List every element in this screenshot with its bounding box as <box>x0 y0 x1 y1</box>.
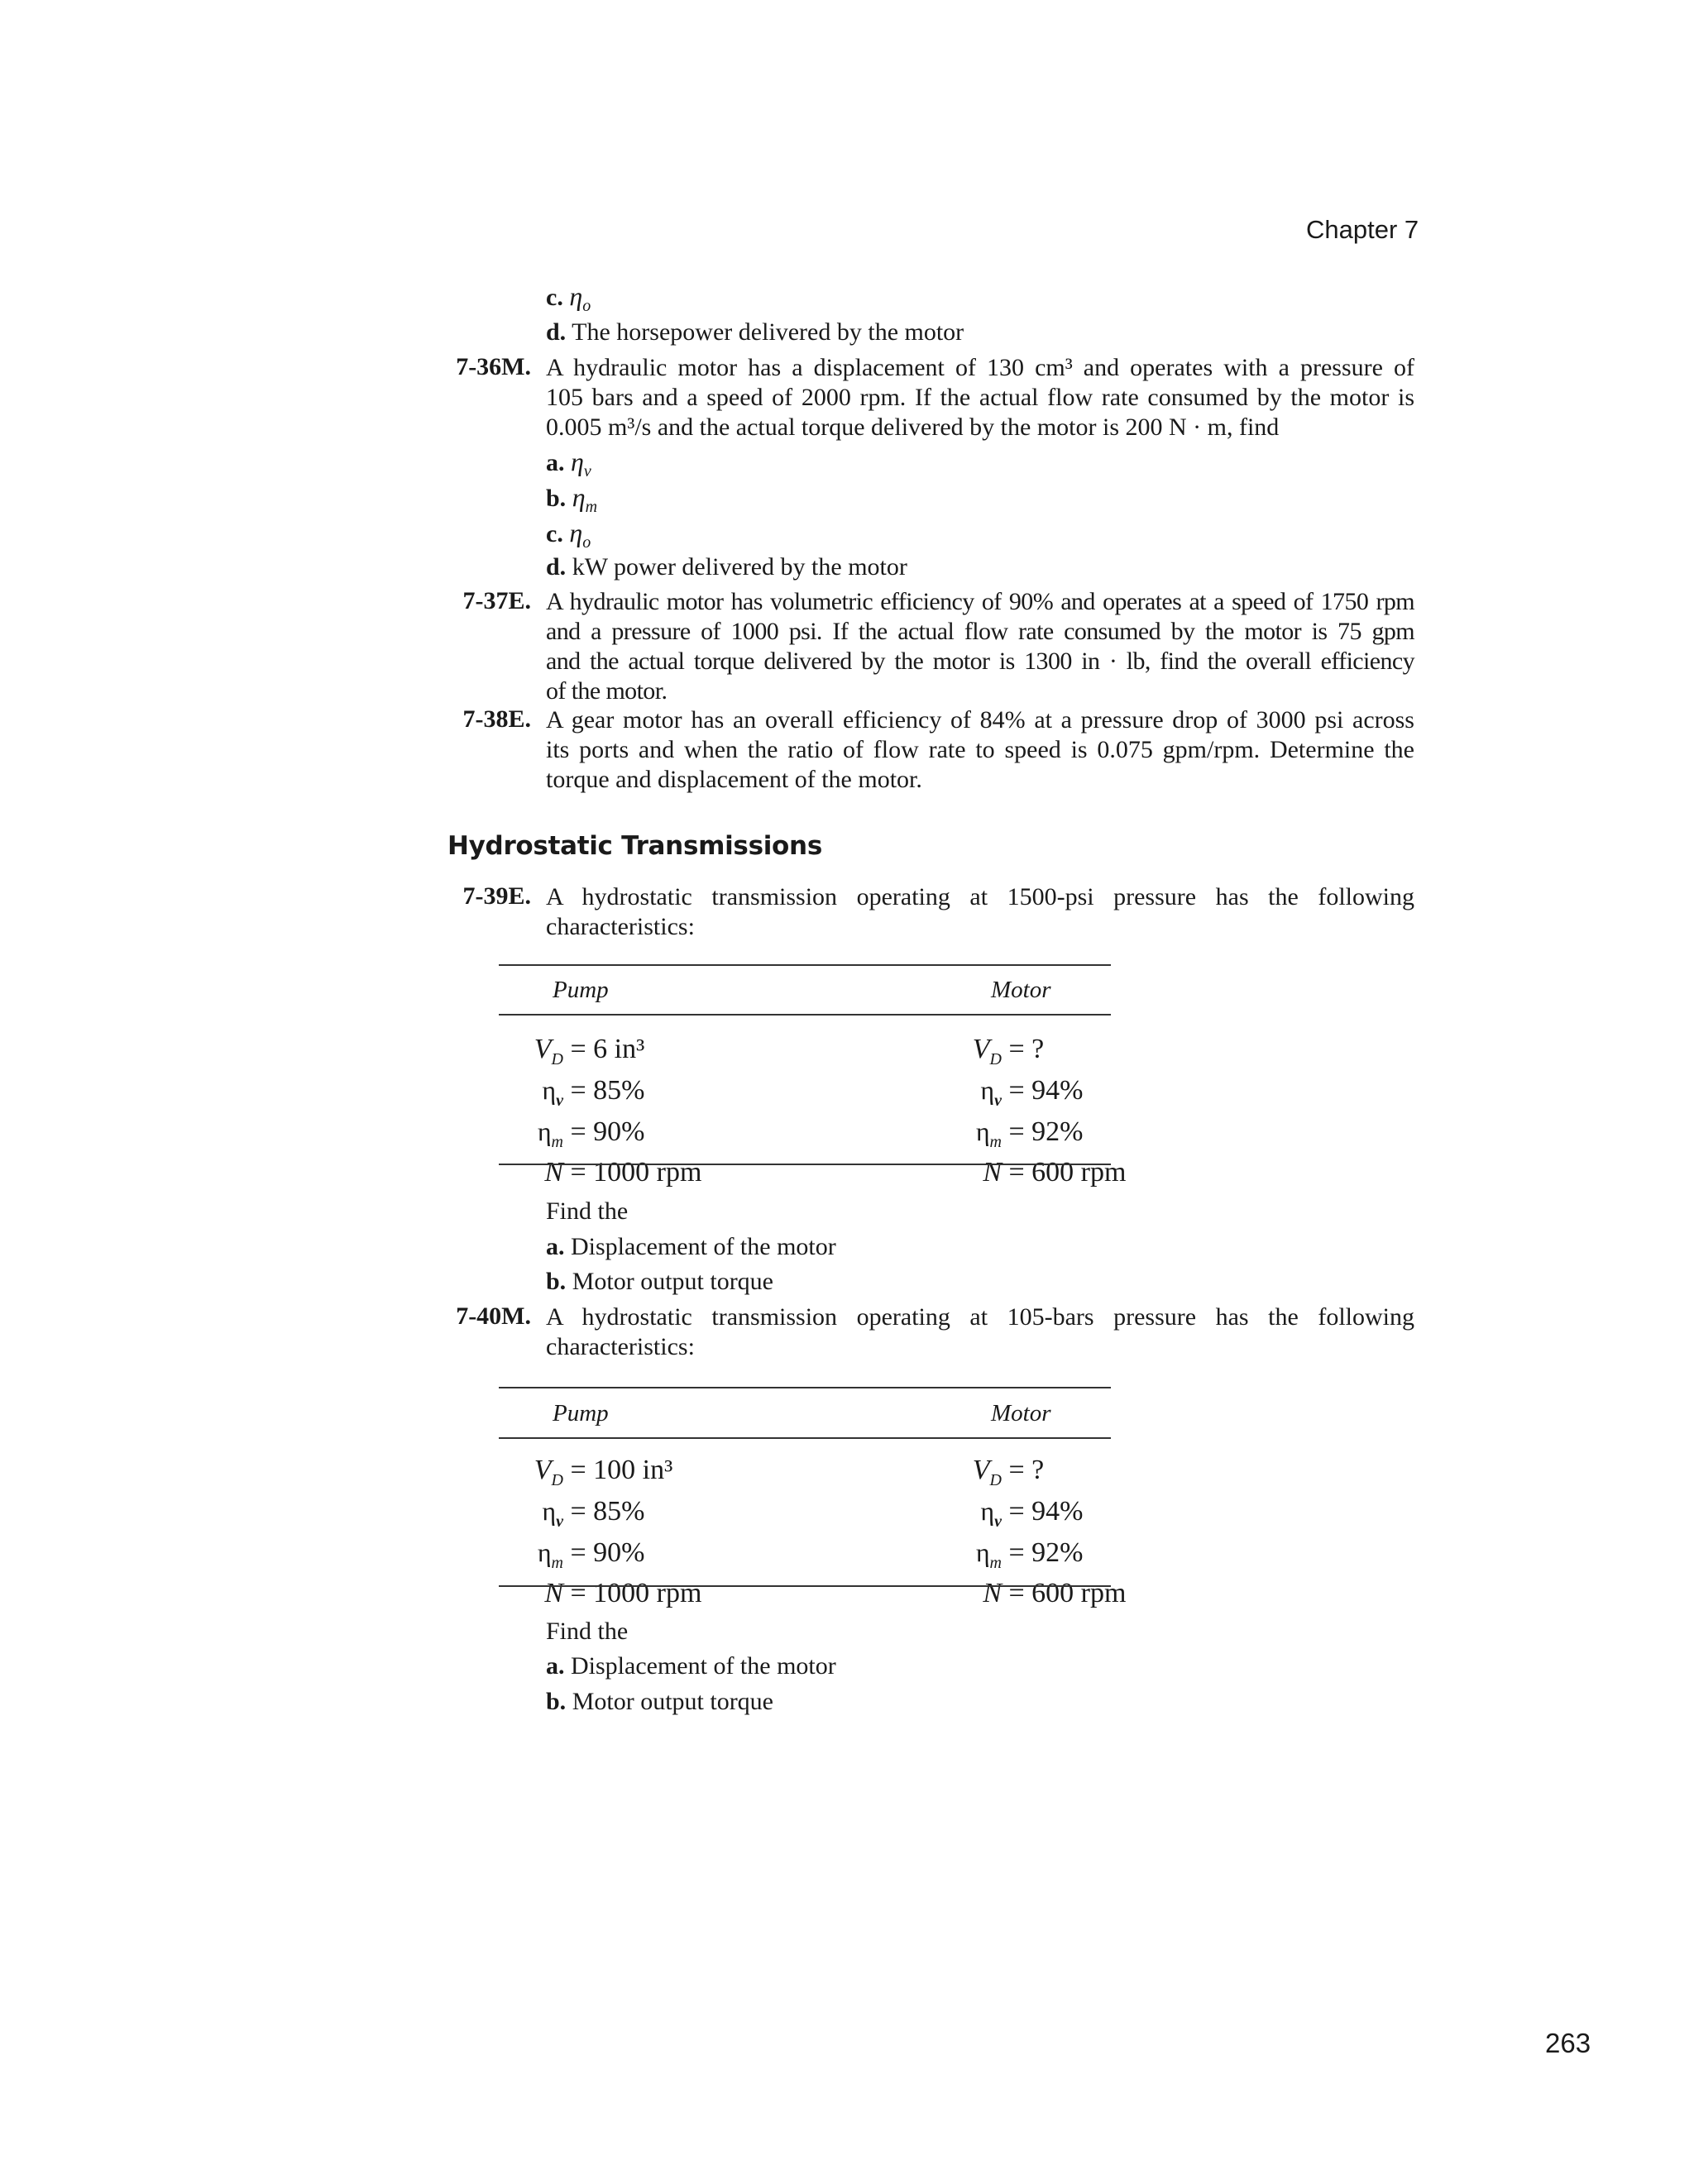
table-header-pump: Pump <box>553 1400 609 1427</box>
table-rule <box>499 1387 1111 1388</box>
list-item: d. kW power delivered by the motor <box>546 553 907 581</box>
table-rule <box>499 1585 1111 1587</box>
list-item: a. $\eta_v$ <box>546 447 591 480</box>
table-header-pump: Pump <box>553 977 609 1003</box>
find-text: Find the <box>546 1197 629 1225</box>
list-item: c. $\eta_o$ <box>546 518 591 552</box>
pump-column: $V_D = 6$ in³ $\eta_v = 85\%$ $\eta_m = 90\%$ N = 1000 rpm <box>534 1034 702 1188</box>
table-header-motor: Motor <box>991 1400 1051 1427</box>
motor-column: $V_D$ = ? $\eta_v = 94\%$ $\eta_m = 92\%$ N = 600 rpm <box>972 1034 1127 1188</box>
list-item: b. $\eta_m$ <box>546 482 598 516</box>
section-heading: Hydrostatic Transmissions <box>447 831 822 861</box>
table-rule <box>499 1437 1111 1439</box>
list-item: d. The horsepower delivered by the motor <box>546 318 964 346</box>
page-number: 263 <box>1545 2028 1591 2058</box>
problem-number: 7-39E. <box>462 882 531 910</box>
list-item: c. $\eta_o$ <box>546 281 591 315</box>
problem-number: 7-38E. <box>462 705 531 733</box>
motor-column: $V_D$ = ? $\eta_v = 94\%$ $\eta_m = 92\%$ N = 600 rpm <box>972 1455 1127 1609</box>
list-item: a. Displacement of the motor <box>546 1233 836 1260</box>
list-item: b. Motor output torque <box>546 1268 773 1295</box>
problem-text: A hydraulic motor has volumetric efficiency of 90% and operates at a speed of 1750 rpm and a pressure of 1000 psi. If the actual flow rate consumed by the motor is 75 gpm and the actual torque delivered by the motor is 1300 in · lb, find the overall efficiency of the motor. <box>546 588 1414 705</box>
problem-text: A gear motor has an overall efficiency of 84% at a pressure drop of 3000 psi across its ports and when the ratio of flow rate to speed is 0.075 gpm/rpm. Determine the torque and displacement of the motor. <box>546 706 1414 793</box>
problem-text: A hydrostatic transmission operating at 1500-psi pressure has the following characteristics: <box>546 883 1414 940</box>
table-header-motor: Motor <box>991 977 1051 1003</box>
find-text: Find the <box>546 1618 629 1645</box>
problem-number: 7-37E. <box>462 587 531 614</box>
problem-text: A hydraulic motor has a displacement of 130 cm³ and operates with a pressure of 105 bars and a speed of 2000 rpm. If the actual flow rate consumed by the motor is 0.005 m³/s and the actual torque delivered by the motor is 200 N · m, find <box>546 354 1414 441</box>
list-item: a. Displacement of the motor <box>546 1652 836 1680</box>
problem-number: 7-36M. <box>456 353 531 380</box>
problem-text: A hydrostatic transmission operating at 105-bars pressure has the following characteristics: <box>546 1303 1414 1360</box>
table-rule <box>499 964 1111 966</box>
table-rule <box>499 1164 1111 1165</box>
pump-column: $V_D = 100$ in³ $\eta_v = 85\%$ $\eta_m = 90\%$ N = 1000 rpm <box>534 1455 702 1609</box>
problem-number: 7-40M. <box>456 1302 531 1330</box>
list-item: b. Motor output torque <box>546 1688 773 1715</box>
running-header: Chapter 7 <box>1306 215 1419 244</box>
table-rule <box>499 1014 1111 1016</box>
